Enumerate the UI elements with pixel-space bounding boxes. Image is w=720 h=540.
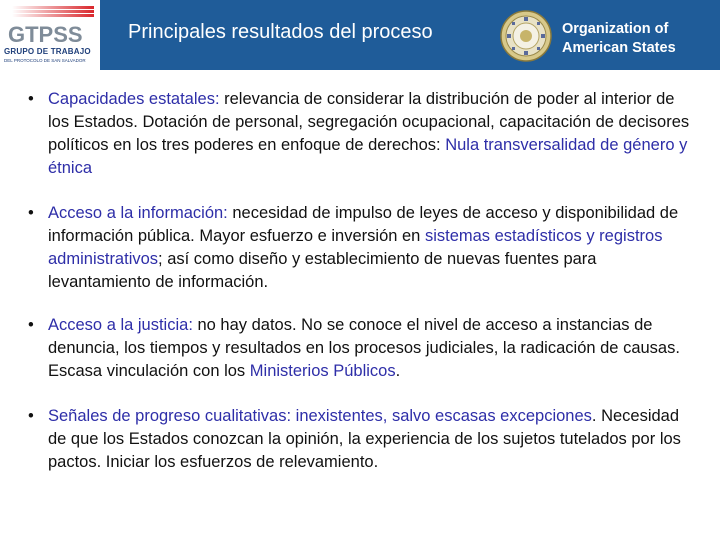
list-item [24, 88, 700, 180]
gtpss-logo [0, 0, 100, 70]
item-highlight: Nula transversalidad de género y étnica [48, 136, 688, 177]
item-text: necesidad de impulso de leyes de acceso y disponibilidad de información pública. Mayor esfuerzo e inversión en [48, 204, 679, 245]
item-text: . [395, 362, 401, 380]
item-heading: Acceso a la justicia: [48, 316, 193, 334]
list-item [24, 202, 700, 294]
item-highlight: inexistentes, salvo escasas excepciones [295, 407, 592, 425]
item-text: . Necesidad de que los Estados conozcan la opinión, la experiencia de los sujetos tutelados por los pactos. Iniciar los esfuerzos de relevamiento. [48, 407, 681, 471]
gtpss-wordmark-icon [6, 4, 96, 44]
list-item [24, 314, 700, 383]
oas-seal-icon [500, 10, 552, 62]
item-heading: Acceso a la información: [48, 204, 228, 222]
gtpss-subtitle: GRUPO DE TRABAJO [4, 47, 91, 56]
item-highlight: Ministerios Públicos [249, 362, 396, 380]
header-bar [0, 0, 720, 70]
bullet-list [24, 88, 700, 496]
oas-name-line2: American States [562, 40, 676, 56]
list-item [24, 405, 700, 474]
page-title: Principales resultados del proceso [128, 21, 433, 43]
bullet-icon: • [28, 204, 34, 222]
bullet-icon: • [28, 90, 34, 108]
oas-name-line1: Organization of [562, 21, 669, 37]
item-highlight: sistemas estadísticos y registros administrativos [48, 227, 663, 268]
gtpss-gt: GTPSS [8, 22, 83, 44]
item-heading: Capacidades estatales: [48, 90, 220, 108]
oas-name [562, 20, 676, 58]
bullet-icon: • [28, 407, 34, 425]
item-text: no hay datos. No se conoce el nivel de acceso a instancias de denuncia, los tiempos y resultados en los procesos judiciales, la radicación de causas. Escasa vinculación con los [48, 316, 680, 380]
bullet-icon: • [28, 316, 34, 334]
item-heading: Señales de progreso cualitativas: [48, 407, 292, 425]
item-text: relevancia de considerar la distribución de poder al interior de los Estados. Dotación de personal, segregación ocupacional, capacitación de decisores políticos en los tres poderes en enfoque de derechos: [48, 90, 690, 154]
item-text: ; así como diseño y establecimiento de nuevas fuentes para levantamiento de información. [48, 250, 597, 291]
gtpss-subtitle-small: DEL PROTOCOLO DE SAN SALVADOR [4, 58, 86, 63]
